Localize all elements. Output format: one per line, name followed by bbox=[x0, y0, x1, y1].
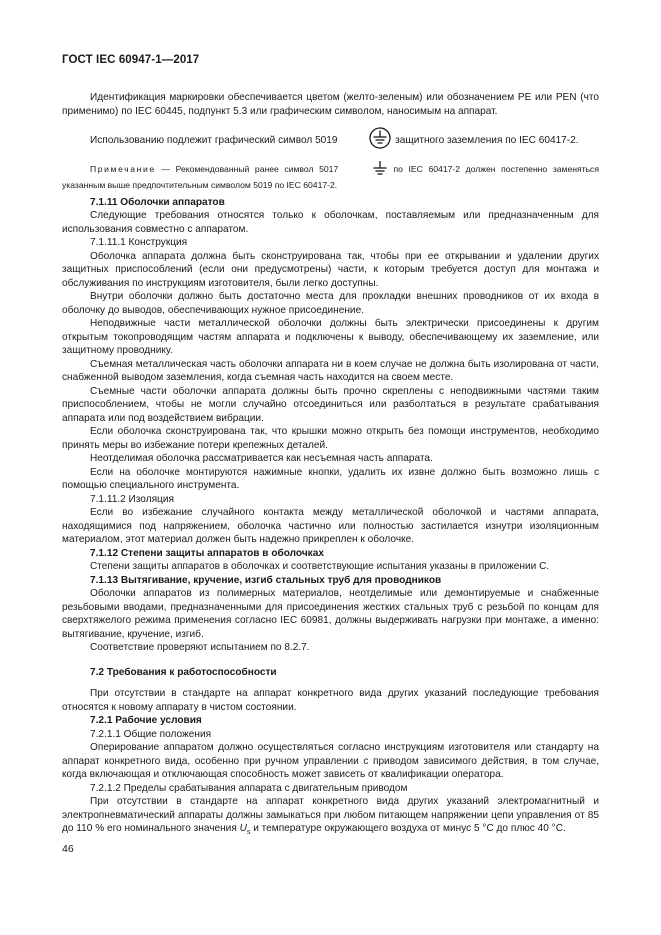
protective-earth-circle-icon bbox=[340, 127, 392, 154]
voltage-subscript: s bbox=[246, 829, 251, 837]
subsection-heading: 7.2.1.1 Общие положения bbox=[90, 728, 212, 740]
section-heading: 7.1.12 Степени защиты аппаратов в оболочках bbox=[90, 547, 324, 559]
subsection-heading: 7.1.11.2 Изоляция bbox=[90, 493, 174, 505]
section-heading: 7.2.1 Рабочие условия bbox=[90, 715, 202, 726]
paragraph: Если оболочка сконструирована так, что крышки можно открыть без помощи инструментов, необходимо принять меры во избежание потери крепежных деталей. bbox=[62, 426, 599, 451]
paragraph-voltage-limits: При отсутствии в стандарте на аппарат конкретного вида других указаний электромагнитный и электропневматический аппараты должны замыкаться при любом питающем напряжении цепи управления от 85 до 110 % его номинального значения $U_s$ и температуре окружающего воздуха от минус 5 °С до плюс 40 °С. bbox=[62, 796, 599, 837]
paragraph: Съемные части оболочки аппарата должны быть прочно скреплены с неподвижными частями таким приспособлением, чтобы не могли случайно отсоединиться или разболтаться в результате срабатывания аппарата или под воздействием вибрации. bbox=[62, 385, 599, 424]
paragraph: Степени защиты аппаратов в оболочках и соответствующие испытания указаны в приложении С. bbox=[90, 561, 550, 572]
voltage-symbol: U bbox=[239, 823, 247, 834]
paragraph: Следующие требования относятся только к оболочкам, поставляемым или предназначенным для использования совместно с аппаратом. bbox=[62, 210, 599, 235]
section-heading: 7.2 Требования к работоспособности bbox=[90, 666, 277, 678]
page-body bbox=[62, 91, 599, 840]
paragraph: Идентификация маркировки обеспечивается цветом (желто-зеленым) или обозначением PE или PEN (что применимо) по IEC 60445, подпункт 5.3 или графическим символом, наносимым на аппарат. bbox=[62, 92, 599, 117]
paragraph-symbol-5019: Использованию подлежит графический символ 5019 защитного заземления по IEC 60417-2. bbox=[62, 127, 599, 154]
document-header: ГОСТ IEC 60947-1—2017 bbox=[62, 54, 200, 66]
section-heading: 7.1.13 Вытягивание, кручение, изгиб стальных труб для проводников bbox=[90, 574, 442, 586]
paragraph: Съемная металлическая часть оболочки аппарата ни в коем случае не должна быть изолирована от части, снабженной выводом заземления, когда съемная часть находится на своем месте. bbox=[62, 358, 599, 383]
note-label: Примечание bbox=[90, 163, 156, 174]
paragraph: Соответствие проверяют испытанием по 8.2.7. bbox=[90, 642, 310, 653]
paragraph: Если во избежание случайного контакта между металлической оболочкой и частями аппарата, находящимися под напряжением, оболочка частично или полностью застилается изнутри изоляционным материалом, этот материал должен быть надежно прикреплен к оболочке. bbox=[62, 507, 599, 545]
earth-icon bbox=[344, 160, 388, 180]
paragraph: Если на оболочке монтируются нажимные кнопки, удалить их извне должно быть возможно лишь с помощью специального инструмента. bbox=[62, 466, 599, 491]
page-number: 46 bbox=[62, 843, 74, 855]
paragraph: Неотделимая оболочка рассматривается как несъемная часть аппарата. bbox=[90, 453, 433, 464]
paragraph: Оболочки аппаратов из полимерных материалов, неотделимые или демонтируемые и снабженные резьбовыми вводами, предназначенными для присоединения жестких стальных труб с резьбой по концам для сверхтяжелого режима применения согласно IEC 60981, должны выдерживать нагрузки при монтаже, а именно: вытягивание, кручение, изгиб. bbox=[62, 588, 599, 640]
note: Примечание — Рекомендованный ранее символ 5017 по IEC 60417-2 должен постепенно заменяться указанным выше предпочтительным символом 5019 по IEC 60417-2. bbox=[62, 160, 599, 192]
paragraph: Внутри оболочки должно быть достаточно места для прокладки внешних проводников от их входа в оболочку до выводов, обеспечивающих нужное присоединение. bbox=[62, 291, 599, 316]
subsection-heading: 7.2.1.2 Пределы срабатывания аппарата с двигательным приводом bbox=[90, 782, 408, 794]
paragraph: Неподвижные части металлической оболочки должны быть электрически присоединены к другим открытым токопроводящим частям аппарата и подключены к выводу, обеспечивающему их заземление, или защитному проводнику. bbox=[62, 318, 599, 356]
section-heading: 7.1.11 Оболочки аппаратов bbox=[90, 196, 225, 208]
paragraph: Оболочка аппарата должна быть сконструирована так, чтобы при ее открывании и удалении других защитных приспособлений (если они предусмотрены) части, к которым требуется доступ для монтажа и обслуживания по инструкциям изготовителя, были легко доступны. bbox=[62, 250, 599, 289]
subsection-heading: 7.1.11.1 Конструкция bbox=[90, 237, 188, 248]
paragraph: Оперирование аппаратом должно осуществляться согласно инструкциям изготовителя или стандарту на аппарат конкретного вида, особенно при ручном управлении с приводом зависимого действия, в том случае, когда включающая и отключающая способность может зависеть от квалификации оператора. bbox=[62, 742, 599, 780]
paragraph: При отсутствии в стандарте на аппарат конкретного вида других указаний последующие требования относятся к новому аппарату в чистом состоянии. bbox=[62, 688, 599, 713]
